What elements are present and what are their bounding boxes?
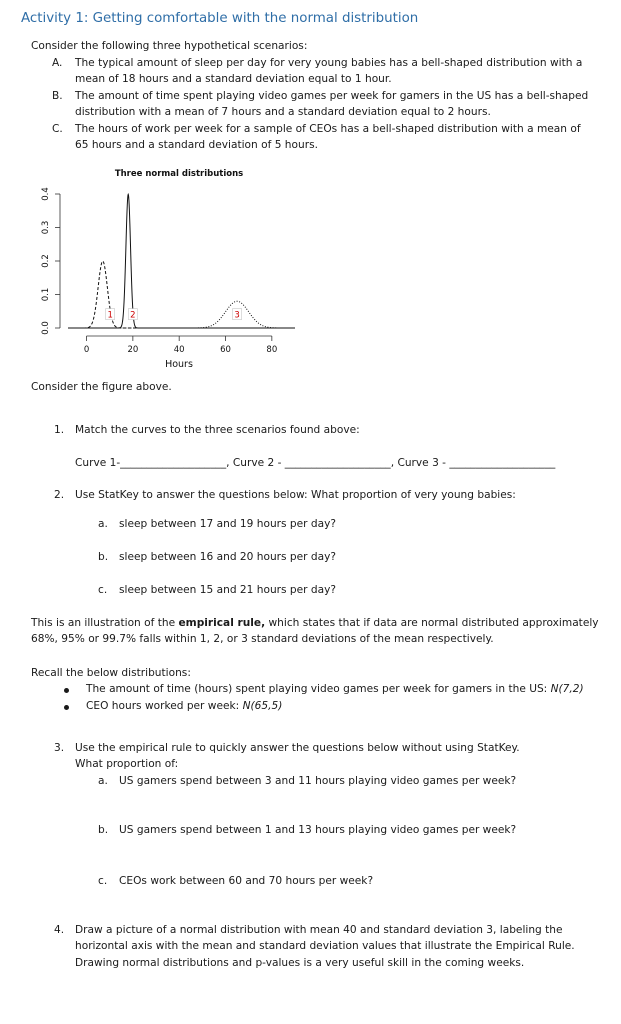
y-tick-label: 0.2	[41, 254, 51, 268]
recall-item-gamers	[86, 681, 584, 698]
bullet-icon	[64, 688, 69, 693]
q4-line-3: Drawing normal distributions and p-values is a very useful skill in the coming weeks.	[75, 957, 525, 969]
y-axis	[41, 187, 60, 335]
empirical-after: which states that if data are normal distributed approximately	[265, 617, 599, 629]
scenario-a-marker: A.	[52, 57, 63, 69]
recall-item-ceo-notation: N(65,5)	[242, 700, 283, 712]
recall-item-ceo	[86, 698, 282, 715]
consider-figure-text: Consider the figure above.	[31, 381, 172, 393]
curve-3	[68, 301, 295, 328]
scenario-b-marker: B.	[52, 90, 63, 102]
curve-1	[68, 261, 295, 328]
recall-heading: Recall the below distributions:	[31, 667, 191, 679]
q3a-marker: a.	[98, 775, 108, 787]
q4-line-1: Draw a picture of a normal distribution with mean 40 and standard deviation 3, labeling the	[75, 924, 563, 936]
x-axis	[84, 336, 277, 355]
q2c-marker: c.	[98, 584, 108, 596]
q2b-text: sleep between 16 and 20 hours per day?	[119, 551, 336, 563]
chart-title: Three normal distributions	[114, 169, 244, 179]
curve-label-2: 2	[130, 310, 136, 321]
q3a-text: US gamers spend between 3 and 11 hours playing video games per week?	[119, 775, 517, 787]
q3b-marker: b.	[98, 824, 109, 836]
y-tick-label: 0.0	[41, 321, 51, 335]
q3c-marker: c.	[98, 875, 108, 887]
x-tick-label: 20	[127, 345, 139, 355]
x-axis-label: Hours	[165, 359, 193, 370]
q1-curves-line: Curve 1-____________________, Curve 2 - ____________________, Curve 3 - ____________________	[75, 457, 556, 469]
curve-label-3: 3	[234, 310, 240, 321]
q1-number: 1.	[54, 424, 65, 436]
scenario-b-line-2: distribution with a mean of 7 hours and a standard deviation equal to 2 hours.	[75, 106, 491, 118]
q2c-text: sleep between 15 and 21 hours per day?	[119, 584, 336, 596]
x-tick-label: 0	[83, 345, 90, 355]
q2a-marker: a.	[98, 518, 108, 530]
scenario-c-line-1: The hours of work per week for a sample of CEOs has a bell-shaped distribution with a mean of	[75, 123, 581, 135]
q3-text-2: What proportion of:	[75, 758, 179, 770]
x-tick-label: 40	[173, 345, 185, 355]
scenario-c-line-2: 65 hours and a standard deviation of 5 hours.	[75, 139, 318, 151]
y-tick-label: 0.4	[41, 187, 51, 201]
chart-svg	[20, 162, 310, 374]
empirical-rule-term: empirical rule,	[178, 617, 266, 629]
q4-number: 4.	[54, 924, 65, 936]
recall-item-gamers-text: The amount of time (hours) spent playing video games per week for gamers in the US:	[86, 683, 551, 695]
empirical-before: This is an illustration of the	[31, 617, 179, 629]
page-title: Activity 1: Getting comfortable with the normal distribution	[21, 11, 419, 26]
curve-labels	[106, 309, 242, 321]
q3c-text: CEOs work between 60 and 70 hours per week?	[119, 875, 374, 887]
q2b-marker: b.	[98, 551, 109, 563]
intro-text: Consider the following three hypothetical scenarios:	[31, 40, 308, 52]
scenario-a-line-2: mean of 18 hours and a standard deviation equal to 1 hour.	[75, 73, 392, 85]
curve-2	[68, 194, 295, 328]
recall-item-gamers-notation: N(7,2)	[550, 683, 584, 695]
q2-number: 2.	[54, 489, 65, 501]
normal-distributions-figure	[20, 162, 310, 374]
scenario-a-line-1: The typical amount of sleep per day for very young babies has a bell-shaped distribution with a	[75, 57, 583, 69]
scenario-c-marker: C.	[52, 123, 63, 135]
q3-text: Use the empirical rule to quickly answer the questions below without using StatKey.	[75, 742, 520, 754]
q1-text: Match the curves to the three scenarios found above:	[75, 424, 360, 436]
x-tick-label: 60	[220, 345, 231, 355]
q4-line-2: horizontal axis with the mean and standard deviation values that illustrate the Empirical Rule.	[75, 940, 575, 952]
scenario-b-line-1: The amount of time spent playing video games per week for gamers in the US has a bell-shaped	[75, 90, 589, 102]
y-tick-label: 0.1	[41, 287, 51, 302]
curve-label-1: 1	[107, 310, 113, 321]
q3b-text: US gamers spend between 1 and 13 hours playing video games per week?	[119, 824, 517, 836]
q2-text: Use StatKey to answer the questions below: What proportion of very young babies:	[75, 489, 516, 501]
curves	[68, 194, 295, 328]
q3-number: 3.	[54, 742, 65, 754]
bullet-icon	[64, 705, 69, 710]
q2a-text: sleep between 17 and 19 hours per day?	[119, 518, 336, 530]
y-tick-label: 0.3	[41, 220, 51, 235]
empirical-rule-line-2: 68%, 95% or 99.7% falls within 1, 2, or 3 standard deviations of the mean respectively.	[31, 633, 494, 645]
recall-item-ceo-text: CEO hours worked per week:	[86, 700, 243, 712]
empirical-rule-line-1	[31, 615, 599, 632]
x-tick-label: 80	[266, 345, 278, 355]
